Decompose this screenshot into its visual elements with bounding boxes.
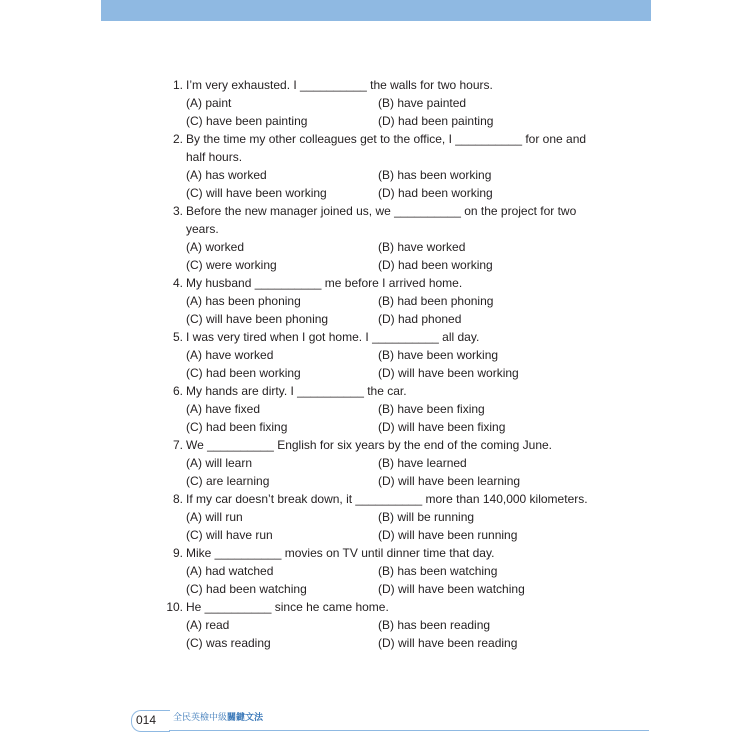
- answer-option: (A) had watched: [186, 564, 274, 578]
- question-text-line: [167, 202, 617, 220]
- question-text: Before the new manager joined us, we __________ on the project for two: [186, 204, 577, 218]
- answer-options: [167, 166, 617, 202]
- answer-option: (C) were working: [186, 258, 277, 272]
- question-text-line: [167, 544, 617, 562]
- answer-option: (B) will be running: [378, 510, 475, 524]
- answer-options: [167, 454, 617, 490]
- answer-option: (B) have worked: [378, 240, 466, 254]
- answer-options: [167, 292, 617, 328]
- answer-option: (A) has worked: [186, 168, 267, 182]
- question-item: [167, 274, 617, 328]
- answer-option: (A) have fixed: [186, 402, 261, 416]
- answer-option: (D) had been painting: [378, 114, 494, 128]
- question-item: [167, 202, 617, 274]
- answer-option: (B) has been watching: [378, 564, 498, 578]
- book-title-bold: 關鍵文法: [227, 713, 264, 723]
- footer-rule: [169, 730, 649, 731]
- question-text: He __________ since he came home.: [186, 600, 389, 614]
- answer-option: (C) will have been working: [186, 186, 327, 200]
- question-text-line: [167, 76, 617, 94]
- question-item: [167, 544, 617, 598]
- question-item: [167, 130, 617, 202]
- book-title-regular: 全民英檢中級: [173, 713, 228, 723]
- question-text: I’m very exhausted. I __________ the walls for two hours.: [186, 78, 493, 92]
- question-text-line: [167, 490, 617, 508]
- question-item: [167, 598, 617, 652]
- question-text: My hands are dirty. I __________ the car.: [186, 384, 407, 398]
- answer-option: (C) had been watching: [186, 582, 307, 596]
- question-text: years.: [186, 222, 219, 236]
- answer-option: (D) had been working: [378, 258, 493, 272]
- answer-option: (C) will have run: [186, 528, 273, 542]
- answer-option: (B) have painted: [378, 96, 467, 110]
- answer-option: (D) will have been fixing: [378, 420, 506, 434]
- question-text: We __________ English for six years by the end of the coming June.: [186, 438, 553, 452]
- answer-options: [167, 238, 617, 274]
- answer-option: (D) will have been working: [378, 366, 519, 380]
- question-text-line: [167, 598, 617, 616]
- answer-option: (B) has been reading: [378, 618, 491, 632]
- question-number: 1.: [172, 78, 183, 92]
- question-text: I was very tired when I got home. I __________ all day.: [186, 330, 480, 344]
- answer-option: (D) will have been reading: [378, 636, 518, 650]
- answer-options: [167, 400, 617, 436]
- question-text: By the time my other colleagues get to the office, I __________ for one and: [186, 132, 587, 146]
- question-text: Mike __________ movies on TV until dinner time that day.: [186, 546, 495, 560]
- question-number: 9.: [172, 546, 183, 560]
- answer-options: [167, 346, 617, 382]
- question-text: half hours.: [186, 150, 243, 164]
- question-item: [167, 76, 617, 130]
- answer-option: (A) worked: [186, 240, 245, 254]
- answer-option: (C) have been painting: [186, 114, 308, 128]
- answer-option: (B) have been working: [378, 348, 499, 362]
- answer-option: (C) will have been phoning: [186, 312, 329, 326]
- answer-option: (A) read: [186, 618, 230, 632]
- question-number: 8.: [172, 492, 183, 506]
- answer-option: (B) has been working: [378, 168, 492, 182]
- question-text-line: [167, 382, 617, 400]
- question-item: [167, 328, 617, 382]
- header-color-band: [101, 0, 651, 21]
- answer-option: (C) was reading: [186, 636, 271, 650]
- answer-option: (A) will learn: [186, 456, 253, 470]
- answer-option: (D) had phoned: [378, 312, 462, 326]
- answer-options: [167, 94, 617, 130]
- question-number: 7.: [172, 438, 183, 452]
- question-number: 2.: [172, 132, 183, 146]
- answer-option: (A) will run: [186, 510, 243, 524]
- question-number: 6.: [172, 384, 183, 398]
- answer-option: (A) has been phoning: [186, 294, 301, 308]
- question-item: [167, 490, 617, 544]
- question-text-line: [167, 220, 617, 238]
- question-number: 10.: [166, 600, 183, 614]
- book-title: [173, 712, 263, 724]
- question-text-line: [167, 148, 617, 166]
- question-text-line: [167, 328, 617, 346]
- question-text: If my car doesn’t break down, it __________ more than 140,000 kilometers.: [186, 492, 588, 506]
- question-text-line: [167, 274, 617, 292]
- page-footer: [131, 709, 651, 731]
- question-list: [167, 76, 617, 652]
- page-number-tab: [131, 710, 170, 732]
- answer-option: (A) have worked: [186, 348, 274, 362]
- question-number: 3.: [172, 204, 183, 218]
- question-text-line: [167, 130, 617, 148]
- answer-options: [167, 508, 617, 544]
- answer-option: (D) will have been learning: [378, 474, 521, 488]
- answer-option: (B) have learned: [378, 456, 467, 470]
- answer-option: (B) had been phoning: [378, 294, 494, 308]
- answer-options: [167, 562, 617, 598]
- answer-option: (D) will have been watching: [378, 582, 525, 596]
- answer-option: (A) paint: [186, 96, 232, 110]
- question-item: [167, 436, 617, 490]
- question-number: 5.: [172, 330, 183, 344]
- question-text-line: [167, 436, 617, 454]
- answer-option: (C) had been working: [186, 366, 301, 380]
- question-number: 4.: [172, 276, 183, 290]
- answer-option: (C) had been fixing: [186, 420, 288, 434]
- answer-options: [167, 616, 617, 652]
- answer-option: (C) are learning: [186, 474, 270, 488]
- question-text: My husband __________ me before I arrived home.: [186, 276, 463, 290]
- question-item: [167, 382, 617, 436]
- answer-option: (D) will have been running: [378, 528, 518, 542]
- answer-option: (B) have been fixing: [378, 402, 485, 416]
- page-number: 014: [136, 713, 157, 727]
- answer-option: (D) had been working: [378, 186, 493, 200]
